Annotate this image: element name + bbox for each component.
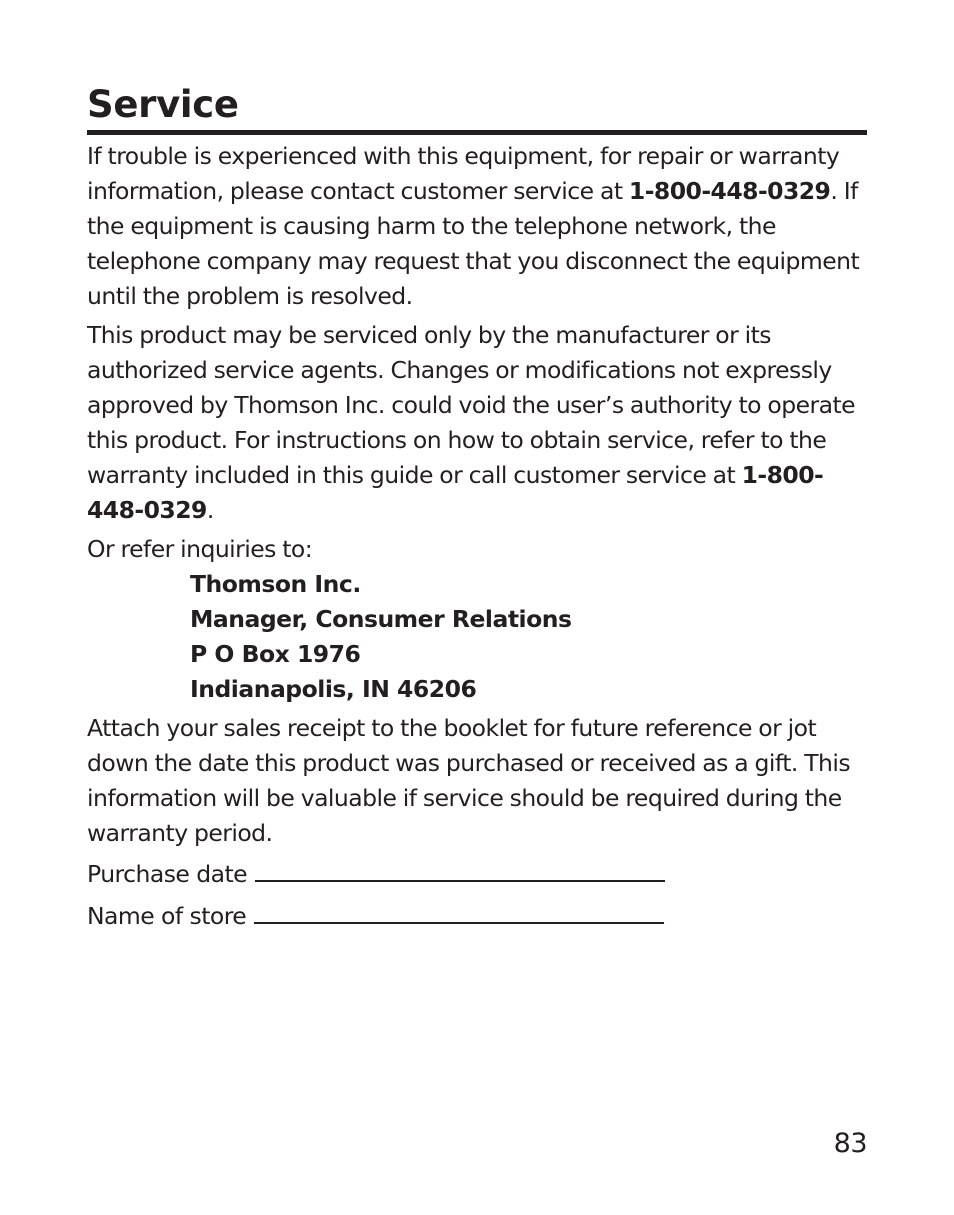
address-line-po-box: P O Box 1976 (190, 640, 361, 668)
paragraph1-text-after: . If the equipment is causing harm to the telephone network, the telephone company may request that you disconnect the equipment until the problem is resolved. (87, 177, 860, 310)
purchase-date-blank (255, 856, 665, 882)
receipt-paragraph: Attach your sales receipt to the booklet for future reference or jot down the date this product was purchased or received as a gift. This information will be valuable if service should be required during the warranty period. (87, 714, 851, 847)
purchase-date-label: Purchase date (87, 860, 248, 888)
store-name-field (87, 898, 867, 934)
address-line-city: Indianapolis, IN 46206 (190, 675, 477, 703)
page-number: 83 (833, 1128, 867, 1159)
page-content (87, 80, 867, 934)
paragraph2-text-after: . (206, 496, 214, 524)
customer-service-phone: 1-800-448-0329 (628, 177, 831, 205)
address-line-department: Manager, Consumer Relations (190, 605, 572, 633)
purchase-date-field (87, 856, 867, 892)
service-contact-paragraph (87, 139, 867, 314)
authorized-service-paragraph (87, 318, 867, 528)
page-title: Service (87, 80, 867, 135)
address-line-company: Thomson Inc. (190, 570, 361, 598)
inquiries-paragraph: Or refer inquiries to: (87, 535, 313, 563)
mailing-address (190, 567, 867, 707)
store-name-blank (254, 898, 664, 924)
paragraph2-text-before: This product may be serviced only by the manufacturer or its authorized service agents. Changes or modifications not expressly approved by Thomson Inc. could void the user’s authority to operate this product. For instructions on how to obtain service, refer to the warranty included in this guide or call customer service at (87, 321, 856, 489)
store-name-label: Name of store (87, 902, 247, 930)
customer-service-phone-2: 1-800-448-0329 (87, 461, 824, 524)
paragraph1-text-before: If trouble is experienced with this equipment, for repair or warranty information, please contact customer service at (87, 142, 840, 205)
